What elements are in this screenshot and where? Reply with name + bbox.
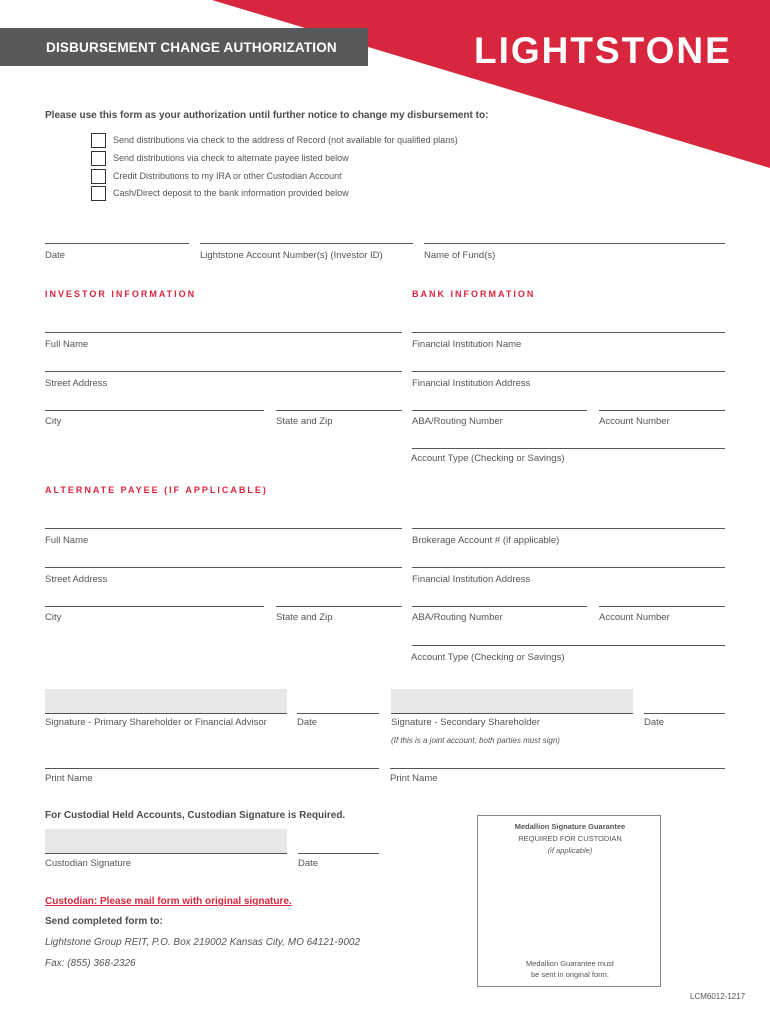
alt-account-number-field[interactable] xyxy=(599,606,725,607)
fund-name-field[interactable] xyxy=(424,243,725,244)
form-title: DISBURSEMENT CHANGE AUTHORIZATION xyxy=(46,40,337,55)
investor-heading: INVESTOR INFORMATION xyxy=(45,289,197,299)
custodial-heading: For Custodial Held Accounts, Custodian Signature is Required. xyxy=(45,810,346,821)
alt-account-type-label: Account Type (Checking or Savings) xyxy=(411,652,565,663)
option-label: Send distributions via check to the address of Record (not available for qualified plans) xyxy=(113,135,458,145)
secondary-signature-label: Signature - Secondary Shareholder xyxy=(391,717,540,728)
investor-state-zip-field[interactable] xyxy=(276,410,402,411)
alt-street-field[interactable] xyxy=(45,567,402,568)
checkbox[interactable] xyxy=(91,186,106,201)
secondary-signature-box[interactable] xyxy=(391,689,633,713)
medallion-title: Medallion Signature Guarantee xyxy=(514,822,626,831)
date2-label: Date xyxy=(644,717,665,728)
bank-institution-name-field[interactable] xyxy=(412,332,725,333)
account-number-field[interactable] xyxy=(200,243,413,244)
bank-institution-address-field[interactable] xyxy=(412,371,725,372)
investor-state-zip-label: State and Zip xyxy=(276,416,333,427)
intro-text: Please use this form as your authorization until further notice to change my disbursement to: xyxy=(45,110,489,121)
investor-city-label: City xyxy=(45,416,62,427)
alt-institution-address-field[interactable] xyxy=(412,567,725,568)
alt-state-zip-label: State and Zip xyxy=(276,612,333,623)
alt-institution-address-label: Financial Institution Address xyxy=(412,574,531,585)
date1-label: Date xyxy=(297,717,318,728)
investor-full-name-label: Full Name xyxy=(45,339,89,350)
print-name1-field[interactable] xyxy=(45,768,379,769)
alt-brokerage-label: Brokerage Account # (if applicable) xyxy=(412,535,560,546)
alt-brokerage-field[interactable] xyxy=(412,528,725,529)
date-label: Date xyxy=(45,250,66,261)
send-to-heading: Send completed form to: xyxy=(45,916,163,927)
primary-signature-label: Signature - Primary Shareholder or Financial Advisor xyxy=(45,717,267,728)
alternate-payee-heading: ALTERNATE PAYEE (IF APPLICABLE) xyxy=(45,485,268,495)
bank-account-number-label: Account Number xyxy=(599,416,670,427)
checkbox[interactable] xyxy=(91,169,106,184)
alt-account-type-field[interactable] xyxy=(412,645,725,646)
bank-aba-label: ABA/Routing Number xyxy=(412,416,503,427)
medallion-required: REQUIRED FOR CUSTODIAN xyxy=(518,834,622,843)
bank-institution-name-label: Financial Institution Name xyxy=(412,339,522,350)
mailing-address: Lightstone Group REIT, P.O. Box 219002 Kansas City, MO 64121-9002 xyxy=(45,937,361,948)
checkbox[interactable] xyxy=(91,151,106,166)
investor-street-label: Street Address xyxy=(45,378,108,389)
joint-account-note: (If this is a joint account, both parties must sign) xyxy=(391,736,560,745)
medallion-applicable: (if applicable) xyxy=(547,846,593,855)
investor-city-field[interactable] xyxy=(45,410,264,411)
print-name1-label: Print Name xyxy=(45,773,93,784)
medallion-note-line2: be sent in original form. xyxy=(531,970,609,979)
custodian-date-label: Date xyxy=(298,858,319,869)
alt-aba-field[interactable] xyxy=(412,606,587,607)
fax-number: Fax: (855) 368-2326 xyxy=(45,958,136,969)
bank-account-number-field[interactable] xyxy=(599,410,725,411)
option-label: Credit Distributions to my IRA or other Custodian Account xyxy=(113,171,342,181)
alt-city-field[interactable] xyxy=(45,606,264,607)
primary-signature-box[interactable] xyxy=(45,689,287,713)
fund-name-label: Name of Fund(s) xyxy=(424,250,496,261)
date2-field[interactable] xyxy=(644,713,725,714)
custodian-signature-box[interactable] xyxy=(45,829,287,853)
bank-account-type-label: Account Type (Checking or Savings) xyxy=(411,453,565,464)
custodian-mail-note: Custodian: Please mail form with original signature. xyxy=(45,896,292,907)
custodian-signature-line xyxy=(45,853,287,854)
bank-heading: BANK INFORMATION xyxy=(412,289,536,299)
primary-signature-line xyxy=(45,713,287,714)
investor-street-field[interactable] xyxy=(45,371,402,372)
bank-aba-field[interactable] xyxy=(412,410,587,411)
alt-account-number-label: Account Number xyxy=(599,612,670,623)
account-number-label: Lightstone Account Number(s) (Investor ID) xyxy=(200,250,383,261)
medallion-note-line1: Medallion Guarantee must xyxy=(526,959,614,968)
print-name2-field[interactable] xyxy=(390,768,725,769)
print-name2-label: Print Name xyxy=(390,773,438,784)
investor-full-name-field[interactable] xyxy=(45,332,402,333)
custodian-date-field[interactable] xyxy=(298,853,379,854)
alt-state-zip-field[interactable] xyxy=(276,606,402,607)
custodian-signature-label: Custodian Signature xyxy=(45,858,132,869)
alt-street-label: Street Address xyxy=(45,574,108,585)
lightstone-logo: LIGHTSTONE xyxy=(474,30,732,71)
alt-full-name-label: Full Name xyxy=(45,535,89,546)
date-field[interactable] xyxy=(45,243,189,244)
date1-field[interactable] xyxy=(297,713,379,714)
secondary-signature-line xyxy=(391,713,633,714)
checkbox[interactable] xyxy=(91,133,106,148)
alt-aba-label: ABA/Routing Number xyxy=(412,612,503,623)
alt-city-label: City xyxy=(45,612,62,623)
bank-institution-address-label: Financial Institution Address xyxy=(412,378,531,389)
option-label: Send distributions via check to alternate payee listed below xyxy=(113,153,349,163)
option-label: Cash/Direct deposit to the bank information provided below xyxy=(113,188,349,198)
alt-full-name-field[interactable] xyxy=(45,528,402,529)
form-code: LCM6012-1217 xyxy=(690,992,746,1001)
bank-account-type-field[interactable] xyxy=(412,448,725,449)
medallion-guarantee-box[interactable] xyxy=(477,815,661,987)
